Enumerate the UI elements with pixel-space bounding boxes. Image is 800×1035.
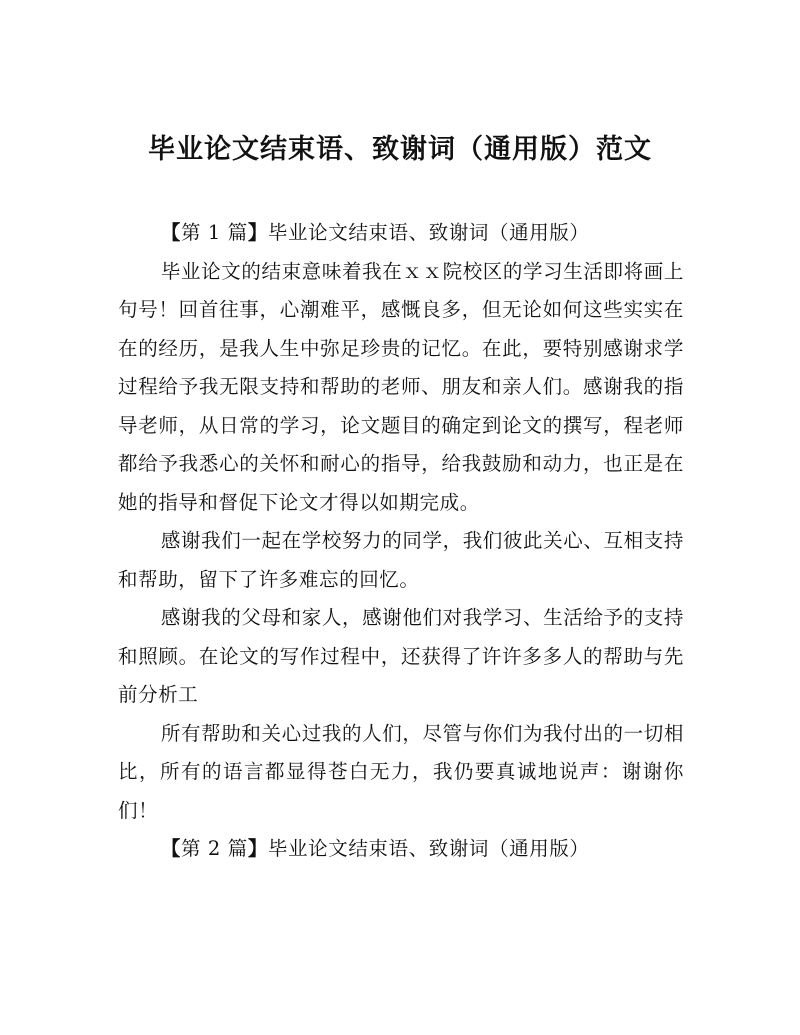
section-1-heading	[118, 214, 684, 253]
document-title: 毕业论文结束语、致谢词（通用版）范文	[148, 134, 652, 165]
paragraph-gratitude-classmates: 感谢我们一起在学校努力的同学，我们彼此关心、互相支持和帮助，留下了许多难忘的回忆。	[118, 529, 684, 591]
section-1-bracket-open: 【	[160, 221, 181, 244]
section-1-label: 第 1 篇	[181, 221, 248, 244]
paragraph-gratitude-teachers: 毕业论文的结束意味着我在ｘｘ院校区的学习生活即将画上句号！回首往事，心潮难平，感慨良多，但无论如何这些实实在在的经历，是我人生中弥足珍贵的记忆。在此，要特别感谢求学过程给予我无限支持和帮助的老师、朋友和亲人们。感谢我的指导老师，从日常的学习，论文题目的确定到论文的撰写，程老师都给予我悉心的关怀和耐心的指导，给我鼓励和动力，也正是在她的指导和督促下论文才得以如期完成。	[118, 259, 684, 514]
document-body	[118, 214, 684, 869]
paragraph-gratitude-family: 感谢我的父母和家人，感谢他们对我学习、生活给予的支持和照顾。在论文的写作过程中，还获得了许许多多人的帮助与先前分析工	[118, 606, 684, 706]
paragraph-closing-thanks: 所有帮助和关心过我的人们，尽管与你们为我付出的一切相比，所有的语言都显得苍白无力，我仍要真诚地说声：谢谢你们！	[118, 721, 684, 822]
section-1-bracket-close: 】	[247, 221, 268, 244]
section-1-heading-text: 毕业论文结束语、致谢词（通用版）	[267, 221, 590, 244]
section-2-heading	[118, 830, 684, 869]
section-2-bracket-open: 【	[160, 837, 181, 860]
section-2-bracket-close: 】	[247, 837, 268, 860]
section-2-heading-text: 毕业论文结束语、致谢词（通用版）	[267, 837, 590, 860]
section-2-label: 第 2 篇	[181, 837, 248, 860]
